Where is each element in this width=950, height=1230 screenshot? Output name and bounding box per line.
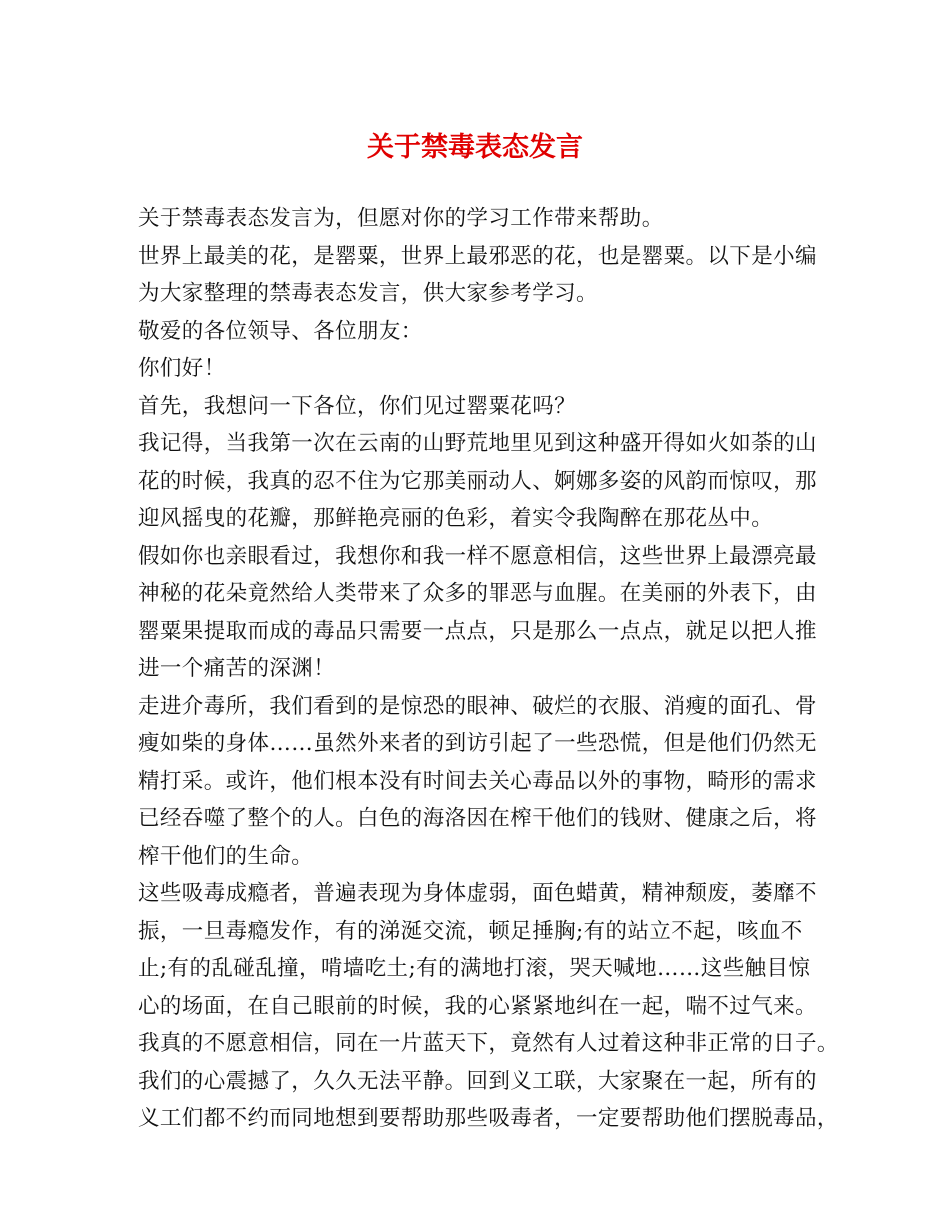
text-line: 振，一旦毒瘾发作，有的涕涎交流，顿足捶胸;有的站立不起，咳血不 bbox=[138, 918, 803, 944]
text-line: 榨干他们的生命。 bbox=[138, 843, 314, 869]
document-title: 关于禁毒表态发言 bbox=[367, 132, 583, 163]
text-line: 假如你也亲眼看过，我想你和我一样不愿意相信，这些世界上最漂亮最 bbox=[138, 543, 817, 569]
text-line: 进一个痛苦的深渊！ bbox=[138, 656, 336, 681]
text-line: 神秘的花朵竟然给人类带来了众多的罪恶与血腥。在美丽的外表下，由 bbox=[138, 581, 817, 606]
text-line: 已经吞噬了整个的人。白色的海洛因在榨干他们的钱财、健康之后，将 bbox=[138, 806, 817, 831]
document-body bbox=[138, 200, 839, 1138]
text-line: 瘦如柴的身体……虽然外来者的到访引起了一些恐慌，但是他们仍然无 bbox=[138, 731, 817, 756]
text-line: 罂粟果提取而成的毒品只需要一点点，只是那么一点点，就足以把人推 bbox=[138, 618, 817, 644]
text-line: 这些吸毒成瘾者，普遍表现为身体虚弱，面色蜡黄，精神颓废，萎靡不 bbox=[138, 881, 817, 906]
text-line: 迎风摇曳的花瓣，那鲜艳亮丽的色彩，着实令我陶醉在那花丛中。 bbox=[138, 506, 774, 531]
text-line: 花的时候，我真的忍不住为它那美丽动人、婀娜多姿的风韵而惊叹，那 bbox=[138, 468, 817, 494]
text-line: 世界上最美的花，是罂粟，世界上最邪恶的花，也是罂粟。以下是小编 bbox=[138, 243, 817, 269]
text-line: 首先，我想问一下各位，你们见过罂粟花吗？ bbox=[138, 393, 577, 419]
text-line: 我真的不愿意相信，同在一片蓝天下，竟然有人过着这种非正常的日子。 bbox=[138, 1031, 839, 1056]
text-line: 你们好！ bbox=[138, 356, 226, 381]
text-line: 精打采。或许，他们根本没有时间去关心毒品以外的事物，畸形的需求 bbox=[138, 768, 817, 794]
text-line: 为大家整理的禁毒表态发言，供大家参考学习。 bbox=[138, 281, 598, 306]
text-line: 我们的心震撼了，久久无法平静。回到义工联，大家聚在一起，所有的 bbox=[138, 1068, 817, 1094]
text-line: 止;有的乱碰乱撞，啃墙吃土;有的满地打滚，哭天喊地……这些触目惊 bbox=[138, 956, 811, 981]
text-line: 义工们都不约而同地想到要帮助那些吸毒者，一定要帮助他们摆脱毒品， bbox=[138, 1106, 839, 1131]
text-line: 敬爱的各位领导、各位朋友： bbox=[138, 318, 423, 344]
text-line: 关于禁毒表态发言为，但愿对你的学习工作带来帮助。 bbox=[138, 206, 664, 231]
text-line: 我记得，当我第一次在云南的山野荒地里见到这种盛开得如火如荼的山 bbox=[138, 431, 817, 456]
text-line: 走进介毒所，我们看到的是惊恐的眼神、破烂的衣服、消瘦的面孔、骨 bbox=[138, 693, 817, 719]
text-line: 心的场面，在自己眼前的时候，我的心紧紧地纠在一起，喘不过气来。 bbox=[138, 993, 817, 1019]
